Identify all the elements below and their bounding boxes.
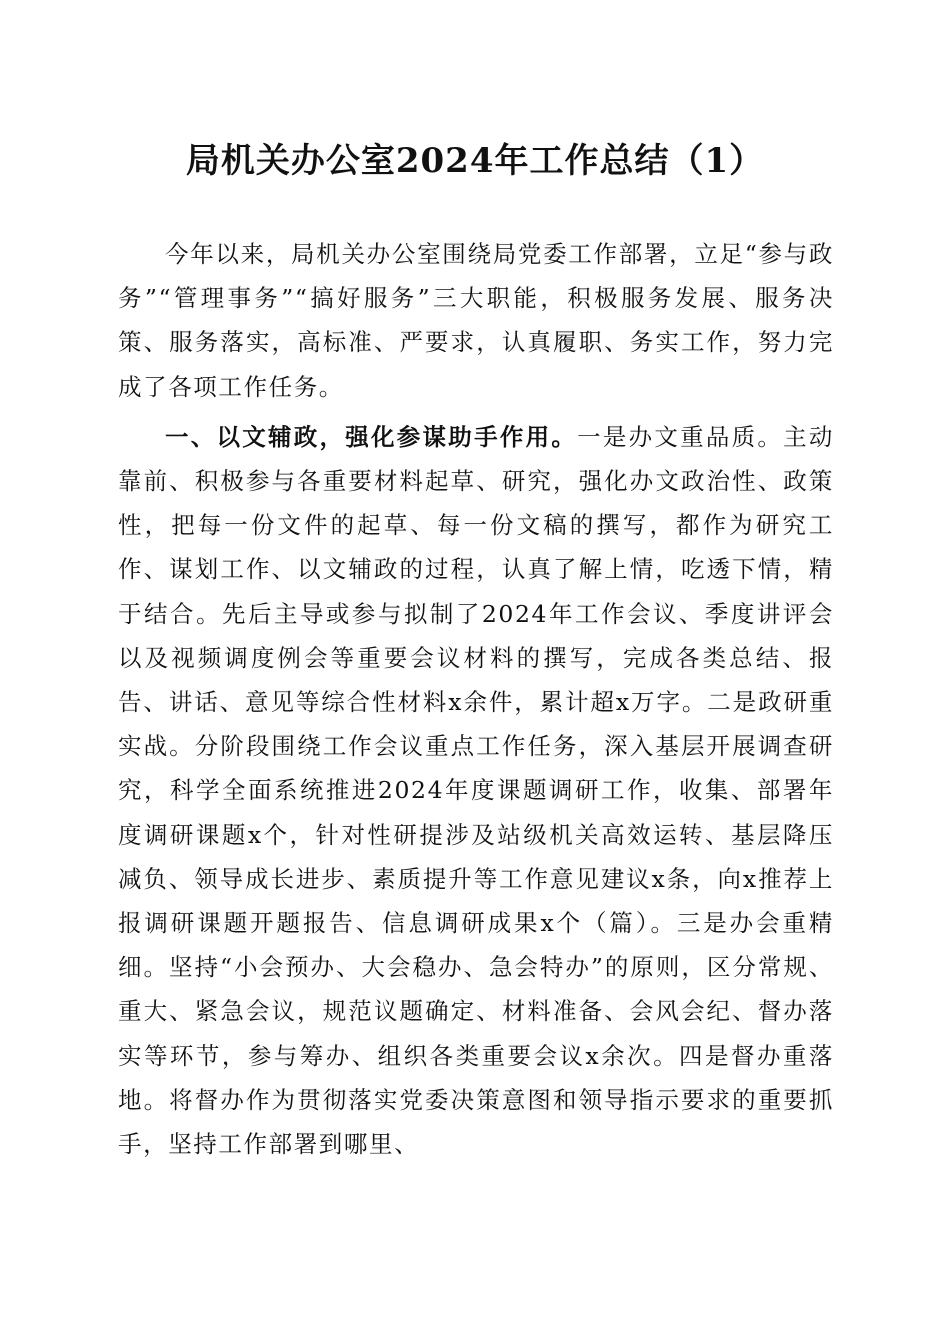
document-body xyxy=(118,232,834,1166)
section-1-paragraph xyxy=(118,415,834,1166)
document-title: 局机关办公室2024年工作总结（1） xyxy=(185,141,765,181)
section-1-text: 一是办文重品质。主动靠前、积极参与各重要材料起草、研究，强化办文政治性、政策性，把每一份文件的起草、每一份文稿的撰写，都作为研究工作、谋划工作、以文辅政的过程，认真了解上情，吃透下情，精于结合。先后主导或参与拟制了2024年工作会议、季度讲评会以及视频调度例会等重要会议材料的撰写，完成各类总结、报告、讲话、意见等综合性材料x余件，累计超x万字。二是政研重实战。分阶段围绕工作会议重点工作任务，深入基层开展调查研究，科学全面系统推进2024年度课题调研工作，收集、部署年度调研课题x个，针对性研提涉及站级机关高效运转、基层降压减负、领导成长进步、素质提升等工作意见建议x条，向x推荐上报调研课题开题报告、信息调研成果x个（篇）。三是办会重精细。坚持“小会预办、大会稳办、急会特办”的原则，区分常规、重大、紧急会议，规范议题确定、材料准备、会风会纪、督办落实等环节，参与筹办、组织各类重要会议x余次。四是督办重落地。将督办作为贯彻落实党委决策意图和领导指示要求的重要抓手，坚持工作部署到哪里、 xyxy=(118,422,834,1159)
intro-paragraph: 今年以来，局机关办公室围绕局党委工作部署，立足“参与政务”“管理事务”“搞好服务”三大职能，积极服务发展、服务决策、服务落实，高标准、严要求，认真履职、务实工作，努力完成了各项工作任务。 xyxy=(118,240,834,401)
section-1-heading: 一、以文辅政，强化参谋助手作用。 xyxy=(165,422,578,451)
